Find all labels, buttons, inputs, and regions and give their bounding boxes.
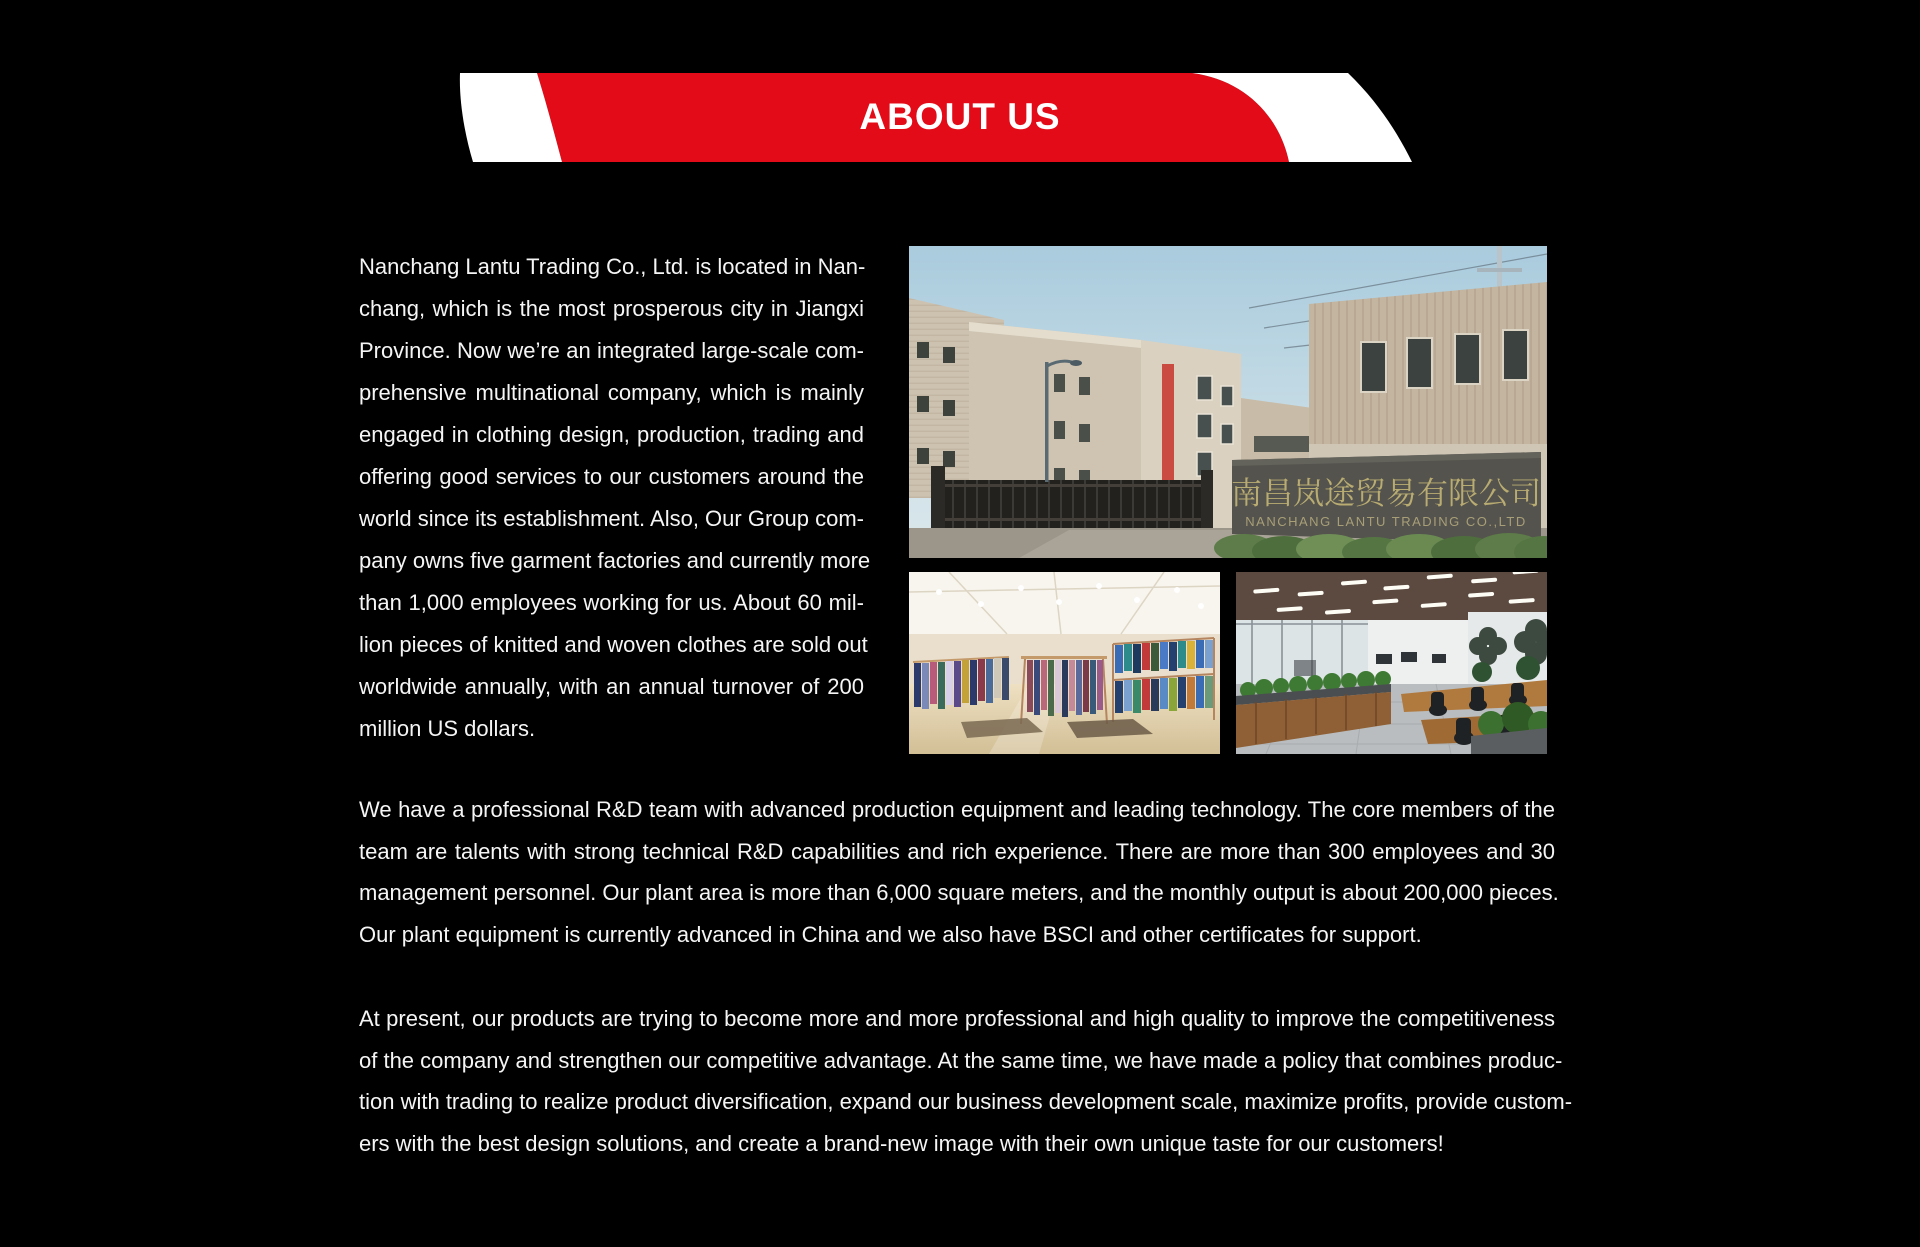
strategy-paragraph [359, 998, 1573, 1164]
intro-paragraph [359, 246, 871, 750]
strategy-line: of the company and strengthen our competitive advantage. At the same time, we have made a policy that combines produc- [359, 1047, 1563, 1073]
sign-chinese-text: 南昌岚途贸易有限公司 [1231, 476, 1541, 512]
showroom-illustration [909, 572, 1220, 754]
company-sign [1231, 452, 1541, 544]
intro-line: lion pieces of knitted and woven clothes are sold out [359, 632, 868, 657]
strategy-line: ers with the best design solutions, and create a brand-new image with their own unique taste for our customers! [359, 1130, 1444, 1156]
gate-pillar [1201, 470, 1213, 532]
showroom-ceiling [909, 572, 1220, 634]
rd-line: management personnel. Our plant area is more than 6,000 square meters, and the monthly output is about 200,000 pieces. [359, 880, 1559, 905]
intro-line: than 1,000 employees working for us. About 60 mil- [359, 590, 864, 615]
rd-team-paragraph [359, 789, 1559, 955]
rd-line: team are talents with strong technical R&D capabilities and rich experience. There are more than 300 employees and 30 [359, 838, 1555, 864]
intro-line: Nanchang Lantu Trading Co., Ltd. is located in Nan- [359, 254, 866, 279]
factory-exterior-illustration [909, 246, 1547, 558]
office-illustration [1236, 572, 1547, 754]
office-interior-photo [1236, 572, 1547, 754]
rd-line: Our plant equipment is currently advanced in China and we also have BSCI and other certificates for support. [359, 921, 1422, 947]
intro-line: worldwide annually, with an annual turnover of 200 [359, 674, 864, 699]
intro-line: offering good services to our customers around the [359, 464, 864, 489]
wall-decor-plants [1468, 612, 1547, 684]
intro-line: pany owns five garment factories and currently more [359, 548, 871, 573]
strategy-line: At present, our products are trying to become more and more professional and high quality to improve the competitiveness [359, 1006, 1555, 1031]
clothing-showroom-photo [909, 572, 1220, 754]
intro-line: Province. Now we’re an integrated large-scale com- [359, 338, 864, 363]
strategy-line: tion with trading to realize product diversification, expand our business development scale, maximize profits, provide custom- [359, 1089, 1573, 1114]
pole-crossarm [1477, 268, 1522, 272]
rd-line: We have a professional R&D team with advanced production equipment and leading technology. The core members of the [359, 797, 1555, 822]
retractable-gate [945, 480, 1201, 528]
intro-line: engaged in clothing design, production, trading and [359, 422, 864, 447]
sign-english-text: NANCHANG LANTU TRADING CO.,LTD [1245, 514, 1527, 529]
factory-exterior-photo [909, 246, 1547, 558]
intro-line: prehensive multinational company, which is mainly [359, 380, 864, 405]
page-title: ABOUT US [859, 96, 1061, 137]
intro-line: world since its establishment. Also, Our Group com- [359, 506, 864, 531]
intro-line: million US dollars. [359, 716, 536, 741]
gate-pillar [931, 466, 945, 532]
intro-line: chang, which is the most prosperous city in Jiangxi [359, 296, 864, 321]
